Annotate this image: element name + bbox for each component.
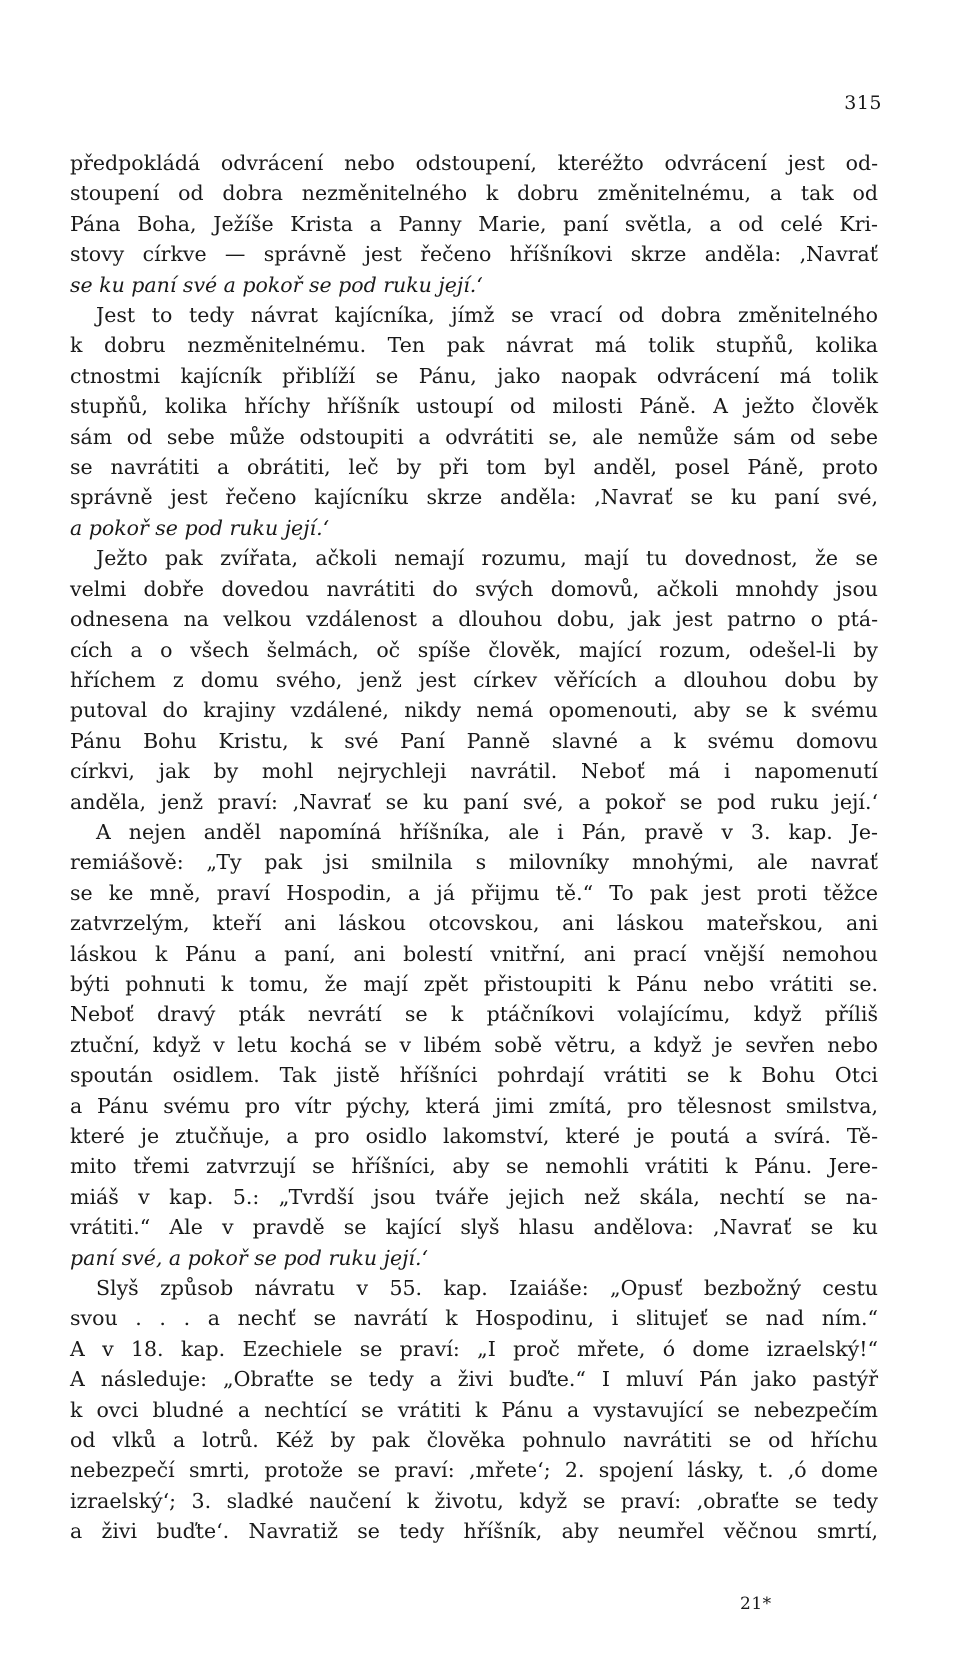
text-line: býti pohnuti k tomu, že mají zpět přistoupiti k Pánu nebo vrátiti se.	[70, 971, 878, 996]
text-line: a živi buďte‘. Navratiž se tedy hříšník, aby neumřel věčnou smrtí,	[70, 1519, 878, 1544]
text-line: stoupení od dobra nezměnitelného k dobru změnitelnému, a tak od	[70, 181, 878, 206]
text-line: spoután osidlem. Tak jistě hříšníci pohrdají vrátiti se k Bohu Otci	[70, 1063, 878, 1088]
text-line: k ovci bludné a nechtící se vrátiti k Pánu a vystavující se nebezpečím	[70, 1397, 878, 1422]
text-line: Neboť dravý pták nevrátí se k ptáčníkovi volajícímu, když příliš	[70, 1002, 878, 1027]
text-line: Pánu Bohu Kristu, k své Paní Panně slavné a k svému domovu	[70, 728, 878, 753]
text-line: sám od sebe může odstoupiti a odvrátiti se, ale nemůže sám od sebe	[70, 424, 878, 449]
text-line: které je ztučňuje, a pro osidlo lakomství, které je poutá a svírá. Tě-	[70, 1124, 878, 1148]
text-line: předpokládá odvrácení nebo odstoupení, kteréžto odvrácení jest od-	[70, 151, 878, 175]
text-line: paní své, a pokoř se pod ruku její.‘	[70, 1245, 429, 1270]
text-line: církvi, jak by mohl nejrychleji navrátil. Neboť má i napomenutí	[70, 759, 878, 784]
paragraph-1	[70, 148, 878, 300]
text-line: velmi dobře dovedou navrátiti do svých domovů, ačkoli mnohdy jsou	[70, 576, 878, 601]
text-line: stovy církve — správně jest řečeno hříšníkovi skrze anděla: ‚Navrať	[70, 242, 878, 267]
text-line: a pokoř se pod ruku její.‘	[70, 515, 330, 540]
text-line: láskou k Pánu a paní, ani bolestí vnitřní, ani prací vnější nemohou	[70, 941, 878, 966]
text-line: stupňů, kolika hříchy hříšník ustoupí od milosti Páně. A ježto člověk	[70, 394, 878, 419]
text-line: ztuční, když v letu kochá se v libém sobě větru, a když je sevřen nebo	[70, 1032, 878, 1057]
text-line: odnesena na velkou vzdálenost a dlouhou dobu, jak jest patrno o ptá-	[70, 607, 878, 632]
text-line: nebezpečí smrti, protože se praví: ‚mřete‘; 2. spojení lásky, t. ‚ó dome	[70, 1458, 878, 1483]
text-line: izraelský‘; 3. sladké naučení k životu, když se praví: ‚obraťte se tedy	[70, 1488, 878, 1513]
text-line: cích a o všech šelmách, oč spíše člověk, mající rozum, odešel-li by	[70, 637, 878, 662]
text-line: hříchem z domu svého, jenž jest církev věřících a dlouhou dobu by	[70, 667, 878, 692]
text-line: anděla, jenž praví: ‚Navrať se ku paní své, a pokoř se pod ruku její.‘	[70, 789, 878, 814]
page-number: 315	[844, 92, 882, 114]
text-line: se navrátiti a obrátiti, leč by při tom byl anděl, posel Páně, proto	[70, 455, 878, 480]
text-line: remiášově: „Ty pak jsi smilnila s milovníky mnohými, ale navrať	[70, 850, 878, 875]
text-line: miáš v kap. 5.: „Tvrdší jsou tváře jejich než skála, nechtí se na-	[70, 1184, 878, 1209]
text-line: ctnostmi kajícník přiblíží se Pánu, jako naopak odvrácení má tolik	[70, 363, 878, 388]
text-line: Ježto pak zvířata, ačkoli nemají rozumu, mají tu dovednost, že se	[96, 546, 878, 571]
text-line: a Pánu svému pro vítr pýchy, která jimi zmítá, pro tělesnost smilstva,	[70, 1093, 878, 1118]
paragraph-5	[70, 1273, 878, 1547]
text-line: A následuje: „Obraťte se tedy a živi buďte.“ I mluví Pán jako pastýř	[70, 1367, 878, 1392]
text-line: k dobru nezměnitelnému. Ten pak návrat má tolik stupňů, kolika	[70, 333, 878, 358]
text-line: Slyš způsob návratu v 55. kap. Izaiáše: „Opusť bezbožný cestu	[96, 1276, 878, 1301]
paragraph-2	[70, 300, 878, 543]
text-line: svou . . . a nechť se navrátí k Hospodinu, i slitujeť se nad ním.“	[70, 1306, 878, 1331]
text-line: mito třemi zatvrzují se hříšníci, aby se nemohli vrátiti k Pánu. Jere-	[70, 1154, 878, 1179]
text-line: správně jest řečeno kajícníku skrze anděla: ‚Navrať se ku paní své,	[70, 485, 878, 510]
text-column	[70, 148, 878, 1547]
text-line: A v 18. kap. Ezechiele se praví: „I proč mřete, ó dome izraelský!“	[70, 1336, 878, 1361]
paragraph-3	[70, 543, 878, 817]
signature-mark: 21*	[740, 1594, 772, 1614]
text-line: putoval do krajiny vzdálené, nikdy nemá opomenouti, aby se k svému	[70, 698, 878, 723]
text-line: vrátiti.“ Ale v pravdě se kající slyš hlasu andělova: ‚Navrať se ku	[70, 1215, 878, 1240]
text-line: A nejen anděl napomíná hříšníka, ale i Pán, pravě v 3. kap. Je-	[96, 819, 878, 844]
text-line: se ku paní své a pokoř se pod ruku její.‘	[70, 272, 483, 297]
text-line: se ke mně, praví Hospodin, a já přijmu tě.“ To pak jest proti těžce	[70, 880, 878, 905]
paragraph-4	[70, 817, 878, 1273]
text-line: Pána Boha, Ježíše Krista a Panny Marie, paní světla, a od celé Kri-	[70, 211, 878, 236]
text-line: zatvrzelým, kteří ani láskou otcovskou, ani láskou mateřskou, ani	[70, 911, 878, 936]
text-line: od vlků a lotrů. Kéž by pak člověka pohnulo navrátiti se od hříchu	[70, 1428, 878, 1453]
text-line: Jest to tedy návrat kajícníka, jímž se vrací od dobra změnitelného	[96, 303, 878, 328]
